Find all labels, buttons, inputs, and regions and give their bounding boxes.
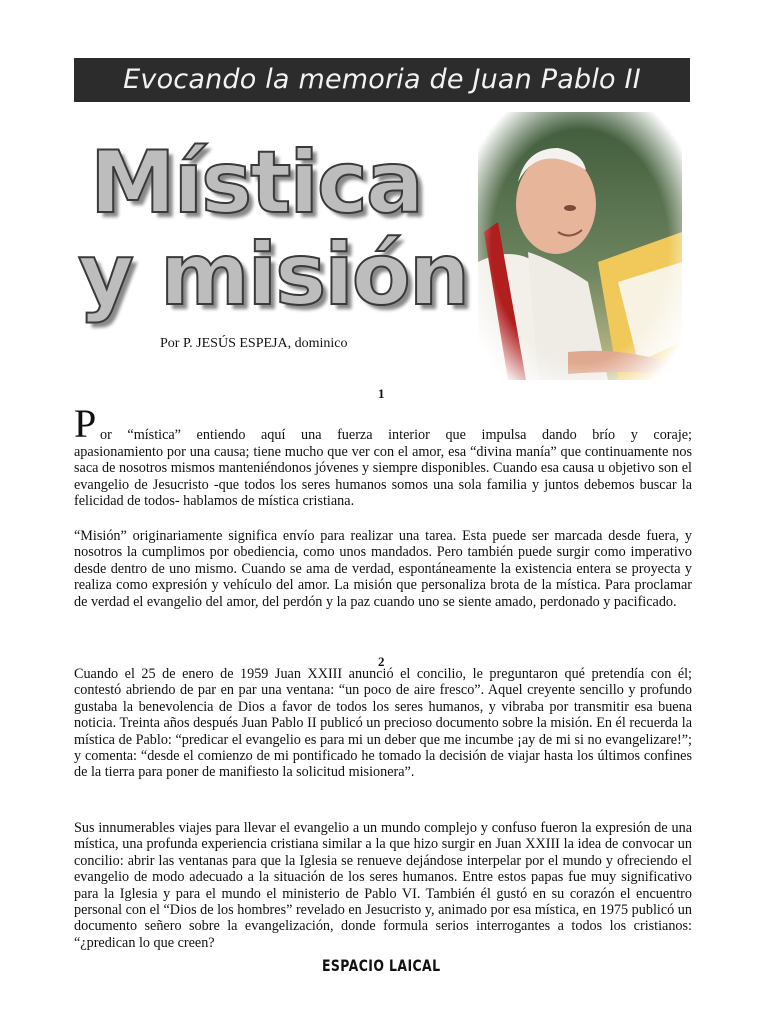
section-number: 1 [378,386,385,401]
footer-logo: ESPACIO LAICAL [322,956,441,975]
paragraph-first-line: or “mística” entiendo aquí una fuerza interior que impulsa dando brío y coraje; [100,427,692,443]
byline: Por P. JESÚS ESPEJA, dominico [160,336,348,351]
pope-photo [478,112,682,380]
header-banner: Evocando la memoria de Juan Pablo II [74,58,690,102]
drop-cap: P [74,401,97,446]
paragraph: apasionamiento por una causa; tiene mucho que ver con el amor, esa “divina manía” que continuamente nos saca de nosotros mismos manteniéndonos jóvenes y siempre disponibles. Cuando esa causa u objetivo son el evangelio de Jesucristo -que todos los seres humanos somos una sola familia y juntos debemos buscar la felicidad de todos- hablamos de mística cristiana. [74,444,692,510]
paragraph: Cuando el 25 de enero de 1959 Juan XXIII anunció el concilio, le preguntaron qué pretendía con él; contestó abriendo de par en par una ventana: “un poco de aire fresco”. Aquel creyente sencillo y profundo gustaba la benevolencia de Dios a favor de todos los seres humanos, y vibraba por transmitir esa buena noticia. Treinta años después Juan Pablo II publicó un precioso documento sobre la misión. En él recuerda la mística de Pablo: “predicar el evangelio es para mi un deber que me incumbe ¡ay de mi si no evangelizare!”; y comenta: “desde el comienzo de mi pontificado he tomado la decisión de viajar hasta los últimos confines de la tierra para poner de manifiesto la solicitud misionera”. [74,666,692,781]
paragraph: “Misión” originariamente significa envío para realizar una tarea. Esta puede ser marcada desde fuera, y nosotros la cumplimos por obediencia, como unos mandados. Pero también puede surgir como imperativo desde dentro de uno mismo. Cuando se ama de verdad, espontáneamente la existencia entera se proyecta y realiza como expresión y vehículo del amor. La misión que personaliza brota de la mística. Para proclamar de verdad el evangelio del amor, del perdón y la paz cuando uno se siente amado, perdonado y pacificado. [74,528,692,610]
section-number: 2 [378,654,385,669]
title-line-1: Mística [90,133,422,233]
title-line-2: y misión [78,225,469,325]
paragraph: Sus innumerables viajes para llevar el evangelio a un mundo complejo y confuso fueron la expresión de una mística, una profunda experiencia cristiana similar a la que hizo surgir en Juan XXIII la idea de convocar un concilio: abrir las ventanas para que la Iglesia se renueve dejándose interpelar por el mundo y ofreciendo el evangelio de modo adecuado a la situación de los seres humanos. Entre estos papas fue muy significativo para la Iglesia y para el mundo el ministerio de Pablo VI. También él gustó en su corazón el encuentro personal con el “Dios de los hombres” revelado en Jesucristo y, animado por esa mística, en 1975 publicó un documento señero sobre la evangelización, donde formula serios interrogantes a todos los cristianos: “¿predican lo que creen? [74,820,692,951]
